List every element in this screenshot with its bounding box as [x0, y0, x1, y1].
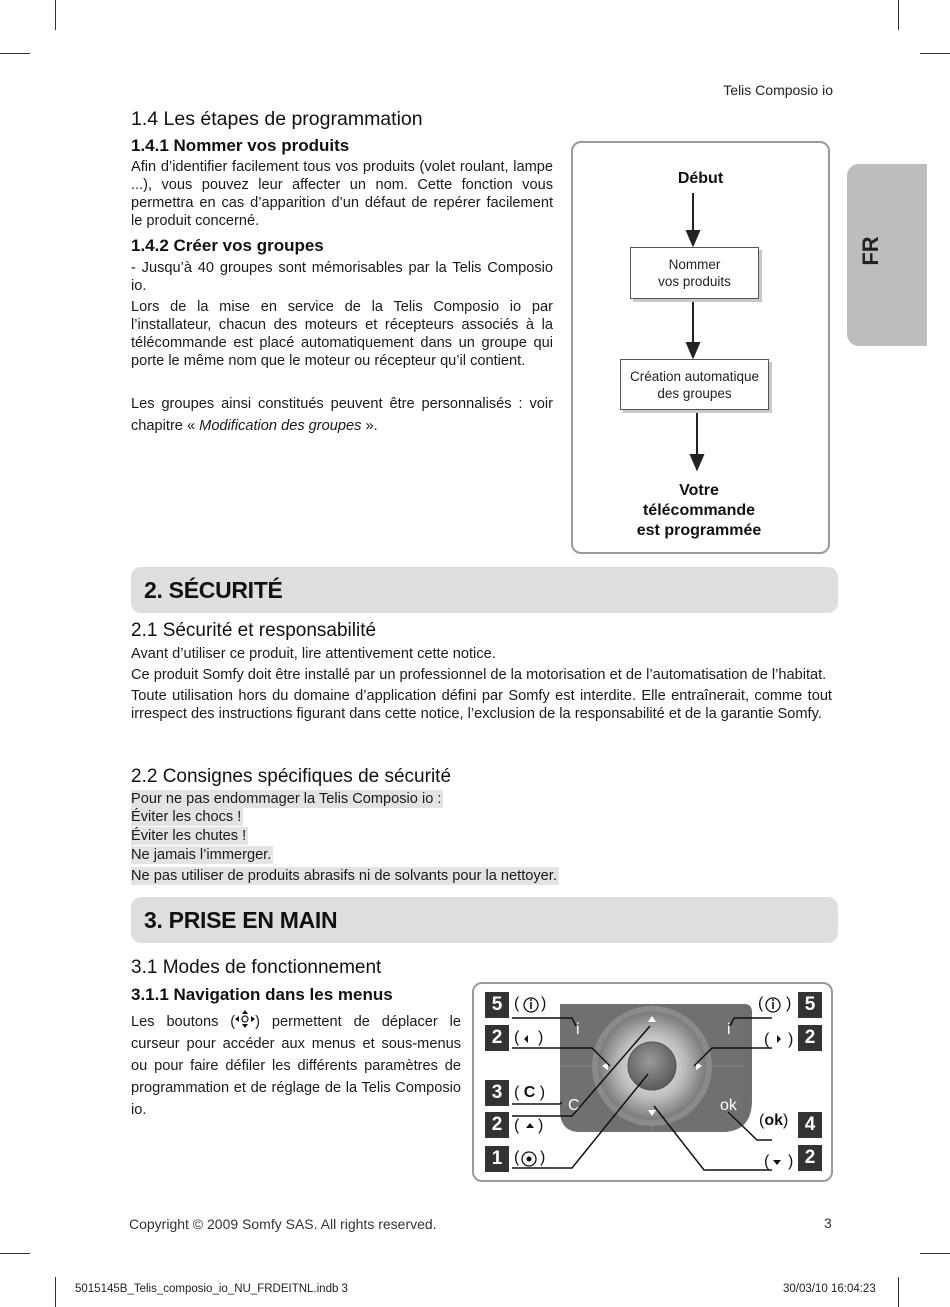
- callout-number-1: 1: [485, 1146, 509, 1172]
- paragraph: - Jusqu’à 40 groupes sont mémorisables par la Telis Composio io.: [131, 260, 553, 294]
- crop-mark: [920, 1253, 950, 1254]
- remote-keypad-diagram: [472, 982, 833, 1182]
- safety-line: Ne pas utiliser de produits abrasifs ni de solvants pour la nettoyer.: [131, 868, 557, 884]
- chapter-reference: Modification des groupes: [199, 418, 362, 434]
- crop-mark: [55, 0, 56, 30]
- four-way-arrows-icon: [235, 1010, 255, 1028]
- crop-mark: [0, 1253, 30, 1254]
- callout-paren: ): [540, 1149, 546, 1166]
- copyright: Copyright © 2009 Somfy SAS. All rights reserved.: [129, 1216, 437, 1232]
- running-header: Telis Composio io: [723, 82, 833, 98]
- callout-paren: ): [788, 1153, 794, 1170]
- section-1-4-2-text: [131, 259, 553, 437]
- svg-text:i: i: [576, 1021, 580, 1038]
- callout-paren: (: [514, 995, 520, 1012]
- flow-end-line: Votre: [679, 482, 719, 499]
- callout-number-5: 5: [798, 992, 822, 1018]
- callout-number-5: 5: [485, 992, 509, 1018]
- section-2-bar: [131, 567, 838, 613]
- section-3-1-title: 3.1 Modes de fonctionnement: [131, 957, 382, 978]
- flow-step-name-products: [630, 247, 759, 299]
- svg-text:i: i: [727, 1021, 731, 1038]
- paragraph: [131, 1010, 461, 1121]
- callout-number-4: 4: [798, 1112, 822, 1138]
- section-3-title: 3. PRISE EN MAIN: [144, 907, 338, 933]
- text: ».: [361, 418, 378, 434]
- callout-number-2: 2: [485, 1112, 509, 1138]
- text: ) permettent de déplacer le curseur pour accéder aux menus et sous-menus ou pour faire défiler les différents paramètres de programmation et de réglage de la Telis Composio io.: [131, 1014, 461, 1118]
- print-slug-file: 5015145B_Telis_composio_io_NU_FRDEITNL.indb 3: [75, 1283, 348, 1295]
- paragraph: Toute utilisation hors du domaine d’application défini par Somfy est interdite. Elle entraînerait, comme tout irrespect des instructions figurant dans cette notice, l’exclusion de la responsabilité et de la garantie Somfy.: [131, 688, 832, 722]
- callout-number-2: 2: [798, 1025, 822, 1051]
- callout-number-3: 3: [485, 1080, 509, 1106]
- text: Les groupes ainsi constitués peuvent être personnalisés : voir chapitre «: [131, 396, 553, 434]
- c-key-label: C: [523, 1084, 536, 1101]
- section-1-4-title: 1.4 Les étapes de programmation: [131, 108, 423, 130]
- keypad-illustration: [472, 982, 833, 1182]
- flow-step-line: des groupes: [657, 386, 732, 401]
- crop-mark: [0, 53, 30, 54]
- ok-key-label: ok: [764, 1112, 783, 1129]
- section-2-title: 2. SÉCURITÉ: [144, 577, 283, 603]
- callout-number-2: 2: [485, 1025, 509, 1051]
- paragraph: Ce produit Somfy doit être installé par un professionnel de la motorisation et de l’automatisation de l’habitat.: [131, 667, 827, 683]
- flow-step-line: Création automatique: [629, 369, 760, 384]
- callout-paren: (: [514, 1149, 520, 1166]
- page-number: 3: [824, 1215, 832, 1231]
- flow-step-line: vos produits: [658, 274, 731, 289]
- text: Les boutons (: [131, 1014, 236, 1030]
- callout-paren: (: [758, 995, 764, 1012]
- safety-line: Éviter les chocs !: [131, 809, 242, 825]
- callout-paren: (: [764, 1153, 770, 1170]
- section-1-4-1-text: [131, 158, 553, 230]
- paragraph: Avant d’utiliser ce produit, lire attentivement cette notice.: [131, 646, 496, 662]
- section-2-1-text: [131, 645, 832, 723]
- paragraph: Afin d’identifier facilement tous vos produits (volet roulant, lampe ...), vous pouvez leur affecter un nom. Cette fonction vous permettra en cas d’apparition d’un défaut de repérer facilement le produit concerné.: [131, 159, 553, 229]
- crop-mark: [898, 0, 899, 30]
- safety-line: Ne jamais l’immerger.: [131, 847, 272, 863]
- callout-paren: ): [786, 995, 792, 1012]
- callout-paren: (: [514, 1029, 520, 1046]
- print-slug-date: 30/03/10 16:04:23: [783, 1283, 876, 1295]
- section-3-bar: [131, 897, 838, 943]
- svg-text:ok: ok: [720, 1097, 737, 1114]
- callout-number-2: 2: [798, 1145, 822, 1171]
- language-tab: [847, 164, 927, 346]
- crop-mark: [920, 53, 950, 54]
- flow-step-auto-groups: [620, 359, 769, 410]
- safety-line: Éviter les chutes !: [131, 828, 247, 844]
- safety-line: Pour ne pas endommager la Telis Composio io :: [131, 791, 442, 807]
- callout-paren: ): [541, 995, 547, 1012]
- flow-start: Début: [677, 170, 724, 187]
- callout-paren: ): [788, 1031, 794, 1048]
- section-1-4-1-title: 1.4.1 Nommer vos produits: [131, 136, 350, 155]
- section-1-4-2-title: 1.4.2 Créer vos groupes: [131, 236, 324, 255]
- crop-mark: [898, 1277, 899, 1307]
- paragraph: Lors de la mise en service de la Telis Composio io par l’installateur, chacun des moteurs et récepteurs associés à la télécommande est placé automatiquement dans un groupe qui porte le même nom que le moteur ou récepteur qu’il contient.: [131, 299, 553, 369]
- svg-text:C: C: [568, 1097, 580, 1114]
- callout-paren: ): [538, 1117, 544, 1134]
- flow-end-line: est programmée: [636, 522, 762, 539]
- callout-paren: (: [514, 1117, 520, 1134]
- section-2-2-title: 2.2 Consignes spécifiques de sécurité: [131, 766, 452, 787]
- section-3-1-1-title: 3.1.1 Navigation dans les menus: [131, 985, 393, 1004]
- flow-end: [573, 481, 825, 541]
- callout-c-label: ( C ): [514, 1084, 546, 1101]
- callout-paren: ): [538, 1029, 544, 1046]
- flow-step-line: Nommer: [668, 257, 721, 272]
- language-tab-label: FR: [858, 236, 883, 266]
- callout-paren: (: [764, 1031, 770, 1048]
- section-2-1-title: 2.1 Sécurité et responsabilité: [131, 620, 377, 641]
- crop-mark: [55, 1277, 56, 1307]
- programming-flowchart: [571, 141, 830, 554]
- paragraph: [131, 393, 553, 437]
- flow-end-line: télécommande: [642, 502, 756, 519]
- section-3-1-1-text: [131, 1010, 461, 1121]
- callout-ok-label: (ok): [759, 1112, 789, 1129]
